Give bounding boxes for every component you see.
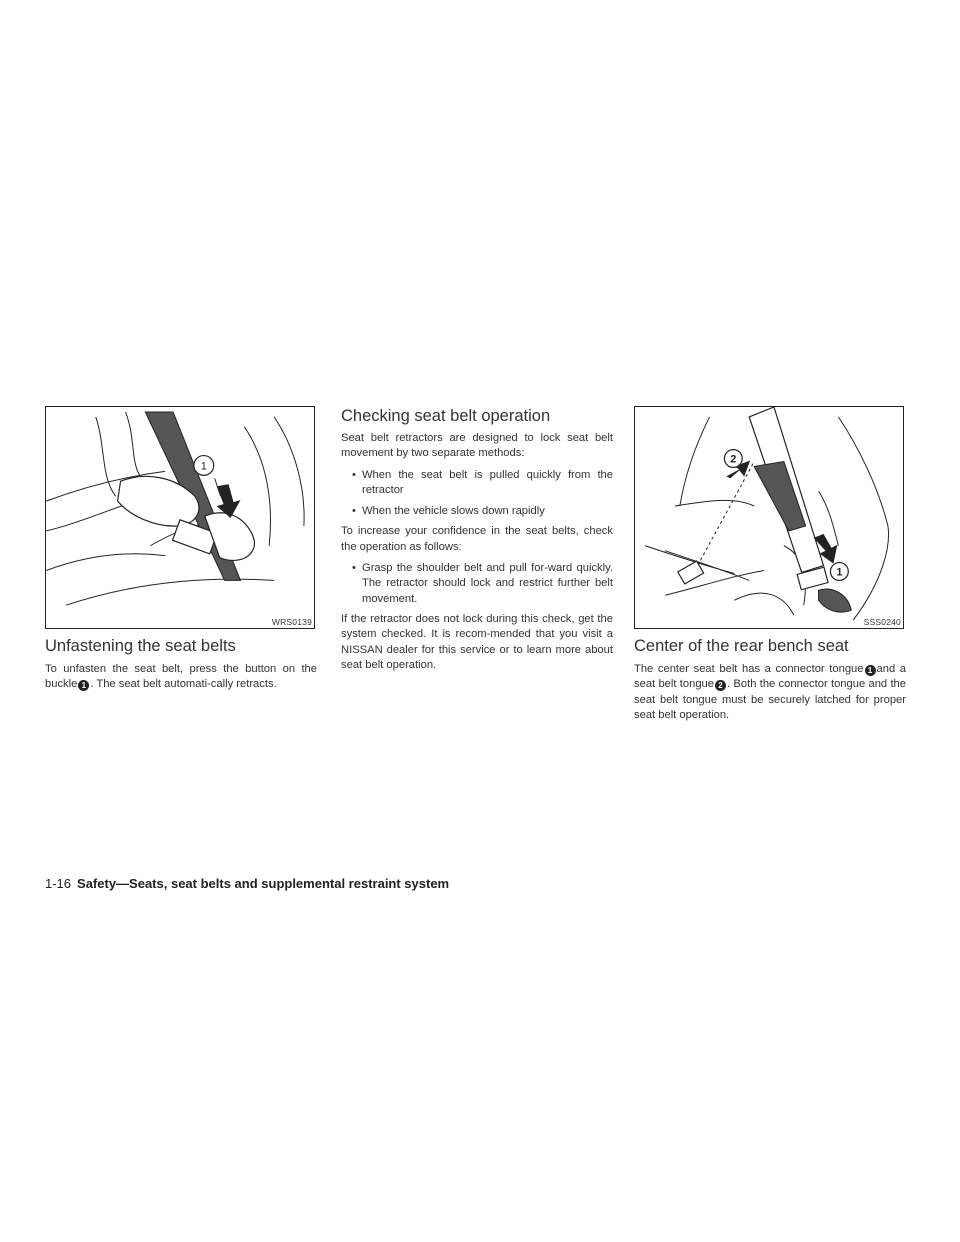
callout-number: 1 [78,680,89,691]
text-run: and a seat belt tongue [634,663,907,691]
paragraph [634,662,906,723]
bench-seat-illustration [634,406,904,629]
unfasten-illustration [45,406,315,629]
list-item-text: When the vehicle slows down rapidly [362,505,545,518]
text-run: . The seat belt automati-cally retracts. [90,678,277,691]
paragraph: Seat belt retractors are designed to lock seat belt movement by two separate methods: [341,432,613,460]
section-heading: Unfastening the seat belts [45,637,236,655]
callout-number: 1 [865,665,876,676]
text-run: The center seat belt has a connector tongue [634,663,864,675]
figure-code: WRS0139 [271,617,312,627]
callout-2: 2 [730,453,737,466]
page-footer [45,876,449,891]
paragraph [45,662,317,693]
text-run: To unfasten the seat belt, press the button on the buckle [45,663,317,691]
paragraph: To increase your confidence in the seat belts, check the operation as follows: [341,525,613,553]
callout-number: 2 [715,680,726,691]
right-column [634,406,906,723]
page-number: 1-16 [45,876,72,891]
text-run: . Both the connector tongue and the seat belt tongue must be securely latched for proper seat belt operation. [634,678,906,721]
figure-code: SSS0240 [863,617,901,627]
callout-1: 1 [836,566,843,579]
list-item: • Grasp the shoulder belt and pull for-ward quickly. The retractor should lock and restrict further belt movement. [352,562,613,605]
section-heading: Center of the rear bench seat [634,637,849,655]
list-item-text: When the seat belt is pulled quickly from the retractor [362,468,613,496]
middle-column [341,406,613,673]
callout-1: 1 [200,460,207,473]
bench-seat-drawing [635,407,903,628]
list-item: • When the seat belt is pulled quickly from the retractor [352,468,613,496]
section-heading: Checking seat belt operation [341,407,551,425]
paragraph: If the retractor does not lock during this check, get the system checked. It is recom-mended that you visit a NISSAN dealer for this service or to learn more about seat belt operation. [341,612,613,671]
unfasten-drawing [46,407,314,628]
list-item: • When the vehicle slows down rapidly [352,505,545,518]
section-title: Safety—Seats, seat belts and supplemental restraint system [77,876,450,891]
list-item-text: Grasp the shoulder belt and pull for-ward quickly. The retractor should lock and restrict further belt movement. [362,562,613,605]
left-column [45,406,317,693]
